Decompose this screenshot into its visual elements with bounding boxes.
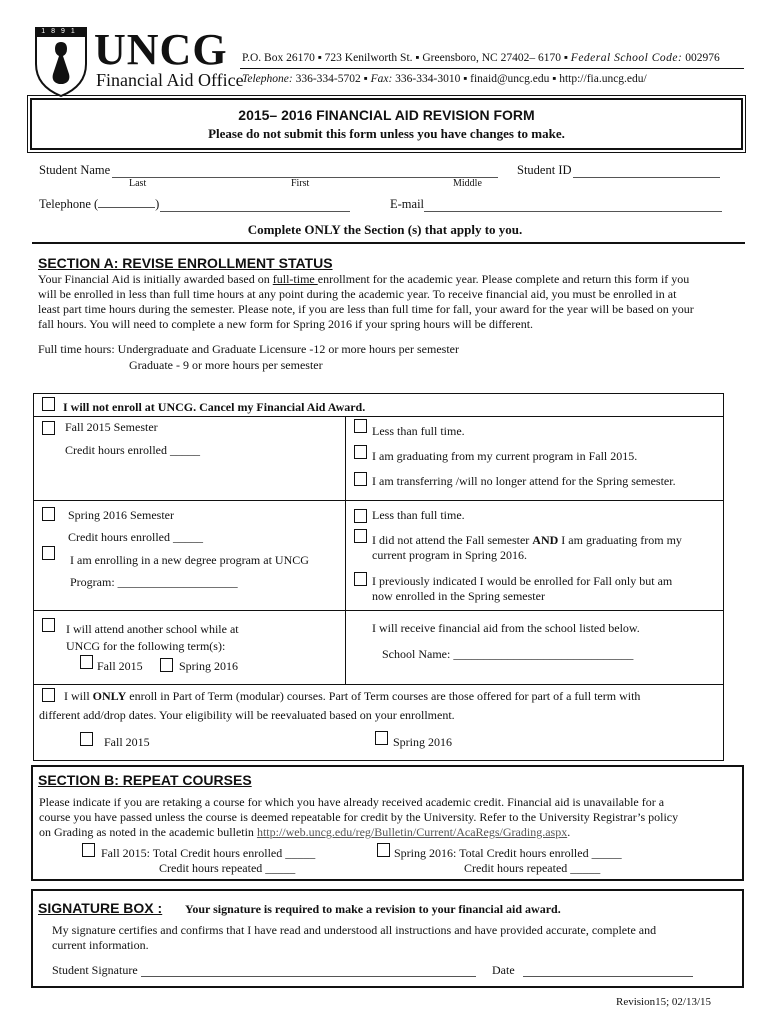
middle-caption: Middle	[453, 178, 482, 189]
spring-no-fall-label	[372, 533, 682, 548]
fall-transferring-label: I am transferring /will no longer attend for the Spring semester.	[372, 474, 676, 488]
email-label: E-mail	[390, 197, 425, 211]
spring-previously-label-2: now enrolled in the Spring semester	[372, 589, 545, 603]
repeat-spring-repeated: Credit hours repeated _____	[464, 861, 601, 875]
grading-policy-link[interactable]: http://web.uncg.edu/reg/Bulletin/Current/AcaRegs/Grading.aspx	[256, 825, 568, 839]
intro-1c: enrollment for the academic year. Please complete and return this form if you	[317, 272, 690, 286]
student-id-field[interactable]	[573, 177, 720, 178]
spring-opt2-c: I am graduating from my	[558, 533, 682, 547]
student-name-label: Student Name	[39, 163, 111, 177]
telephone-close: )	[155, 197, 160, 211]
spring-credit-hours: Credit hours enrolled _____	[68, 530, 203, 544]
telephone-open: Telephone (	[39, 197, 99, 211]
new-degree-label: I am enrolling in a new degree program at UNCG	[70, 553, 309, 567]
form-subtitle: Please do not submit this form unless you have changes to make.	[208, 126, 565, 141]
fall-graduating-checkbox[interactable]	[354, 445, 367, 459]
telephone-label: Telephone:	[242, 73, 293, 85]
section-b-heading: SECTION B: REPEAT COURSES	[38, 772, 252, 788]
student-signature-label: Student Signature	[52, 963, 138, 977]
intro-1a: Your Financial Aid is initially awarded based on	[38, 272, 273, 286]
modular-spring-label: Spring 2016	[393, 735, 453, 749]
modular-label-1	[64, 689, 640, 704]
university-crest-logo	[32, 24, 90, 98]
fulltime-hours-2: Graduate - 9 or more hours per semester	[129, 358, 323, 372]
modular-spring-checkbox[interactable]	[375, 731, 388, 745]
crest-year: 1891	[41, 28, 81, 35]
spring-no-fall-checkbox[interactable]	[354, 529, 367, 543]
spring-previously-label-1: I previously indicated I would be enrolled for Fall only but am	[372, 574, 673, 588]
fulltime-hours-1: Full time hours: Undergraduate and Graduate Licensure -12 or more hours per semester	[38, 342, 459, 356]
repeat-fall-checkbox[interactable]	[82, 843, 95, 857]
modular-c: enroll in Part of Term (modular) courses. Part of Term courses are those offered for part of a full term with	[126, 689, 641, 703]
certify-text-2: current information.	[52, 938, 149, 952]
signature-required-text: Your signature is required to make a revision to your financial aid award.	[185, 902, 561, 916]
fall-graduating-label: I am graduating from my current program in Fall 2015.	[372, 449, 638, 463]
telephone-value: 336-334-5702 ▪	[292, 73, 371, 85]
modular-label-2: different add/drop dates. Your eligibility will be reevaluated based on your enrollment.	[39, 708, 455, 722]
intro-fulltime: full-time	[272, 272, 318, 286]
spring-opt2-a: I did not attend the Fall semester	[372, 533, 533, 547]
fall-semester-label: Fall 2015 Semester	[65, 420, 158, 434]
date-label: Date	[492, 963, 515, 977]
form-title: 2015– 2016 FINANCIAL AID REVISION FORM	[238, 107, 535, 123]
grid-line-3	[33, 610, 724, 611]
other-receive-aid-label: I will receive financial aid from the school listed below.	[372, 621, 640, 635]
grid-line-1	[33, 416, 724, 417]
school-code-value: 002976	[682, 52, 720, 64]
fax-label: Fax:	[370, 73, 393, 85]
header-rule	[240, 68, 744, 69]
other-spring-label: Spring 2016	[179, 659, 239, 673]
grid-line-2	[33, 500, 724, 501]
other-school-label-1: I will attend another school while at	[66, 622, 239, 636]
other-fall-label: Fall 2015	[97, 659, 143, 673]
cancel-award-checkbox[interactable]	[42, 397, 55, 411]
section-b-p3a: on Grading as noted in the academic bulletin	[39, 825, 257, 839]
signature-heading: SIGNATURE BOX :	[38, 900, 163, 916]
email-field[interactable]	[424, 211, 722, 212]
section-a-intro-1	[38, 271, 689, 287]
modular-fall-checkbox[interactable]	[80, 732, 93, 746]
student-id-label: Student ID	[517, 163, 572, 177]
repeat-spring-total: Spring 2016: Total Credit hours enrolled _____	[394, 846, 622, 860]
other-school-label-2: UNCG for the following term(s):	[66, 639, 226, 653]
telephone-field-label	[39, 197, 159, 212]
spring-previously-fall-only-checkbox[interactable]	[354, 572, 367, 586]
section-a-rule	[32, 242, 745, 244]
date-field[interactable]	[523, 976, 693, 977]
grid-line-4	[33, 684, 724, 685]
spring-opt2-and: AND	[532, 533, 559, 547]
header-address-line	[242, 52, 720, 64]
other-spring-checkbox[interactable]	[160, 658, 173, 672]
section-b-para-2: course you have passed unless the course is deemed repeatable for credit by the University. Refer to the University Registrar’s policy	[39, 810, 679, 824]
repeat-fall-total: Fall 2015: Total Credit hours enrolled _____	[101, 846, 316, 860]
logo-wordmark: UNCG	[94, 25, 228, 74]
new-degree-checkbox[interactable]	[42, 546, 55, 560]
logo-subtitle: Financial Aid Office	[96, 70, 244, 90]
grid-vline-3	[345, 610, 346, 684]
other-fall-checkbox[interactable]	[80, 655, 93, 669]
section-a-intro-4: fall hours. You will need to complete a new form for Spring 2016 if your spring hours will be different.	[38, 317, 534, 331]
modular-a: I will	[64, 689, 93, 703]
section-a-intro-3: least part time hours during the semester. Please note, if you are less than full time for fall, your award for the year will be based on your	[38, 302, 694, 316]
section-b-p3c: .	[567, 825, 571, 839]
last-caption: Last	[129, 178, 147, 189]
fall-less-than-fulltime-label: Less than full time.	[372, 424, 465, 438]
section-a-intro-2: will be enrolled in less than full time hours at any point during the academic year. To receive financial aid, you must be enrolled in at	[38, 287, 677, 301]
first-caption: First	[291, 178, 310, 189]
certify-text-1: My signature certifies and confirms that I have read and understood all instructions and have provided accurate, complete and	[52, 923, 657, 937]
title-box	[30, 98, 743, 150]
grid-vline-2	[345, 500, 346, 610]
spring-semester-checkbox[interactable]	[42, 507, 55, 521]
fax-and-contact: 336-334-3010 ▪ finaid@uncg.edu ▪ http://fia.uncg.edu/	[392, 73, 647, 85]
school-code-label: Federal School Code:	[570, 52, 683, 64]
modular-only: ONLY	[92, 689, 127, 703]
section-b-para-1: Please indicate if you are retaking a course for which you have already received academic credit. Financial aid is unavailable for a	[39, 795, 665, 809]
instruction-text: Complete ONLY the Section (s) that apply to you.	[247, 222, 523, 237]
spring-less-than-fulltime-checkbox[interactable]	[354, 509, 367, 523]
spring-less-than-fulltime-label: Less than full time.	[372, 508, 465, 522]
modular-fall-label: Fall 2015	[104, 735, 150, 749]
fall-semester-checkbox[interactable]	[42, 421, 55, 435]
repeat-spring-checkbox[interactable]	[377, 843, 390, 857]
fall-less-than-fulltime-checkbox[interactable]	[354, 419, 367, 433]
school-name-field[interactable]: School Name: ______________________________	[382, 647, 634, 661]
other-school-checkbox[interactable]	[42, 618, 55, 632]
fall-credit-hours: Credit hours enrolled _____	[65, 443, 200, 457]
cancel-award-label: I will not enroll at UNCG. Cancel my Financial Aid Award.	[63, 400, 366, 414]
grid-vline-1	[345, 416, 346, 500]
telephone-field[interactable]	[160, 211, 350, 212]
spring-no-fall-label-2: current program in Spring 2016.	[372, 548, 527, 562]
modular-checkbox[interactable]	[42, 688, 55, 702]
repeat-fall-repeated: Credit hours repeated _____	[159, 861, 296, 875]
header-contact-line	[242, 73, 647, 85]
fall-transferring-checkbox[interactable]	[354, 472, 367, 486]
revision-footer: Revision15; 02/13/15	[616, 996, 712, 1008]
section-b-para-3	[39, 824, 570, 840]
address-text: P.O. Box 26170 ▪ 723 Kenilworth St. ▪ Greensboro, NC 27402– 6170 ▪	[242, 52, 571, 64]
section-a-heading: SECTION A: REVISE ENROLLMENT STATUS	[38, 255, 333, 271]
student-signature-field[interactable]	[141, 976, 476, 977]
spring-semester-label: Spring 2016 Semester	[68, 508, 174, 522]
program-field[interactable]: Program: ____________________	[70, 575, 238, 589]
